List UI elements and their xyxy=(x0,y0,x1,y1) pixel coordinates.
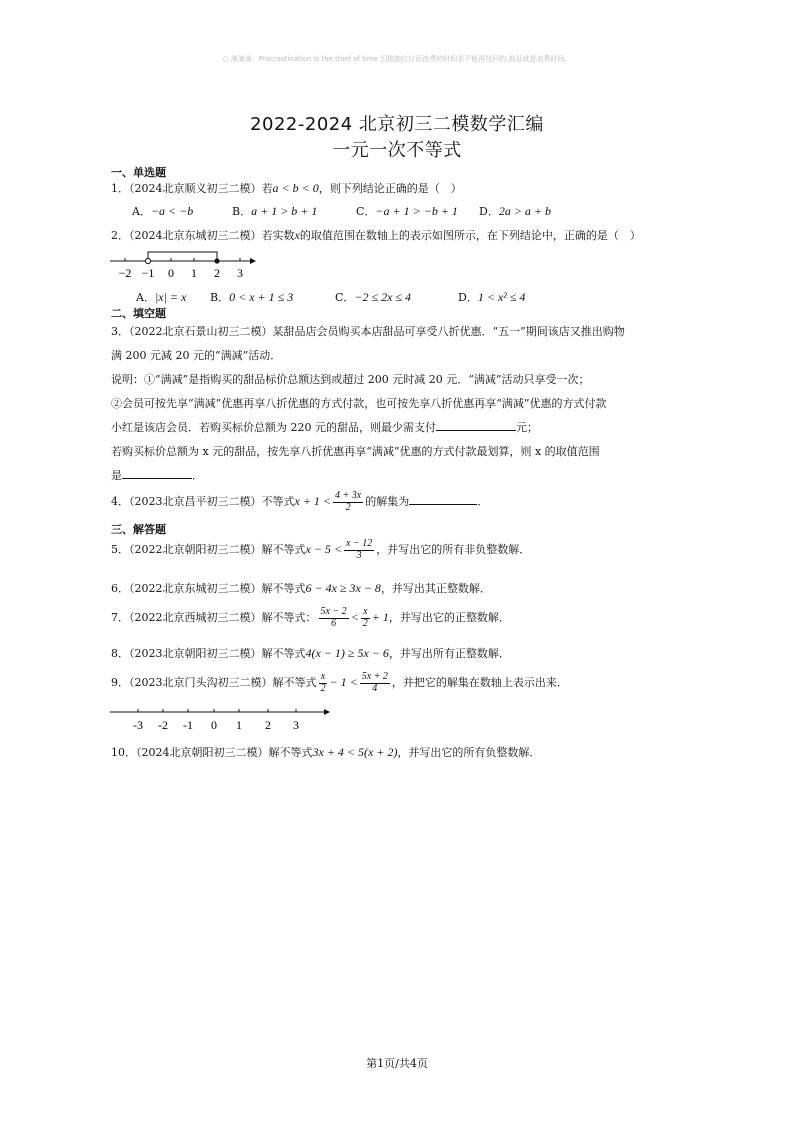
question-source: （2022北京西城初三二模） xyxy=(129,611,262,624)
question-3-line-4: ②会员可按先享“满减”优惠再享八折优惠的方式付款，也可按先享八折优惠再享“满减”优惠的方式付款 xyxy=(111,397,607,410)
arrow-head xyxy=(250,258,256,264)
question-source: （2024北京东城初三二模） xyxy=(129,229,262,242)
tick-label: -3 xyxy=(133,718,143,732)
option-b: B．a + 1 > b + 1 xyxy=(232,204,318,218)
question-1 xyxy=(111,180,462,196)
question-4: 4．（2023北京昌平初三二模）不等式x + 1 < $\frac{4 + 3x}{2}$ 的解集为 ． xyxy=(111,490,489,513)
answer-blank[interactable] xyxy=(409,494,477,505)
question-5: 5．（2022北京朝阳初三二模）解不等式x − 5 < $\frac{x - 12}{3}$ ，并写出它的所有非负整数解． xyxy=(111,538,531,561)
option-c: C．−a + 1 > −b + 1 xyxy=(356,204,458,218)
number-line-q9 xyxy=(108,704,332,734)
question-text: 的取值范围在数轴上的表示如图所示，在下列结论中，正确的是（ ） xyxy=(299,229,641,242)
question-source: （2023北京昌平初三二模） xyxy=(129,495,262,508)
tick-label: 3 xyxy=(293,718,299,732)
tick-label: 1 xyxy=(236,718,242,732)
question-2 xyxy=(111,227,641,243)
section-heading-fill-blank: 二、填空题 xyxy=(111,307,166,320)
tick-label: 0 xyxy=(168,266,174,280)
section-heading-single-choice: 一、单选题 xyxy=(111,166,166,179)
tick-label: -1 xyxy=(183,718,193,732)
tick-label: −2 xyxy=(118,266,132,280)
fraction: $\frac{4 + 3x}{2}$ xyxy=(335,490,362,513)
question-number: 1． xyxy=(111,182,129,195)
number-line-q2 xyxy=(108,246,258,280)
question-10: 10．（2024北京朝阳初三二模）解不等式3x + 4 < 5(x + 2)，并写出它的所有负整数解． xyxy=(111,745,541,759)
question-number: 2． xyxy=(111,229,129,242)
question-text: 若实数 xyxy=(261,229,295,242)
question-source: （2023北京门头沟初三二模） xyxy=(129,676,273,689)
question-3-line-2: 满 200 元减 20 元的“满减”活动． xyxy=(111,349,282,362)
option-c: C．−2 ≤ 2x ≤ 4 xyxy=(335,290,412,304)
question-text: ，则下列结论正确的是（ ） xyxy=(318,182,462,195)
question-8: 8．（2023北京朝阳初三二模）解不等式4(x − 1) ≥ 5x − 6，并写出所有正整数解． xyxy=(111,646,510,660)
question-source: （2022北京朝阳初三二模） xyxy=(129,543,262,556)
option-a: A．|x| = x xyxy=(136,290,187,304)
question-3-line-7: 是 ． xyxy=(111,469,203,482)
fraction: $\frac{x - 12}{3}$ xyxy=(346,538,373,561)
question-source: （2022北京石景山初三二模） xyxy=(129,325,273,338)
closed-endpoint xyxy=(214,258,219,263)
question-source: （2024北京朝阳初三二模） xyxy=(136,746,269,759)
question-text: 若 xyxy=(261,182,273,195)
fraction: $\frac{5x + 2}{4}$ xyxy=(361,671,388,694)
tick-label: 2 xyxy=(214,266,220,280)
question-6: 6．（2022北京东城初三二模）解不等式6 − 4x ≥ 3x − 8，并写出其正整数解． xyxy=(111,581,491,595)
watermark: ○ 滴滴滴：Procrastination is the thief of time 因拖拖拉拉而浪费的时间是不能再找回的.拖延就是浪费时间。 xyxy=(222,55,572,63)
question-3-line-5: 小红是该店会员．若购买标价总额为 220 元的甜品，则最少需支付 元； xyxy=(111,421,538,434)
question-source: （2023北京朝阳初三二模） xyxy=(129,647,262,660)
question-3 xyxy=(111,323,625,339)
title-line-1: 2022-2024 北京初三二模数学汇编 xyxy=(250,114,544,135)
tick-label: 3 xyxy=(237,266,243,280)
question-source: （2022北京东城初三二模） xyxy=(129,582,262,595)
answer-blank[interactable] xyxy=(122,468,192,479)
question-3-line-6: 若购买标价总额为 x 元的甜品，按先享八折优惠再享“满减”优惠的方式付款最划算，则 x 的取值范围 xyxy=(111,445,600,458)
tick-label: −1 xyxy=(141,266,155,280)
math-expression: a < b < 0 xyxy=(272,181,319,195)
tick-label: 2 xyxy=(265,718,271,732)
tick-label: -2 xyxy=(158,718,168,732)
range-bracket xyxy=(148,252,217,261)
fraction: $\frac{x}{2}$ xyxy=(362,606,368,629)
question-source: （2024北京顺义初三二模） xyxy=(129,182,262,195)
question-9: 9．（2023北京门头沟初三二模）解不等式 $\frac{x}{2}$ − 1 < $\frac{5x + 2}{4}$ ，并把它的解集在数轴上表示出来． xyxy=(111,671,568,694)
question-3-line-3: 说明：①“满减”是指购买的甜品标价总额达到或超过 200 元时减 20 元．“满减”活动只享受一次； xyxy=(111,373,590,386)
question-text: 某甜品店会员购买本店甜品可享受八折优惠．“五一”期间该店又推出购物 xyxy=(272,325,625,338)
math-variable: x xyxy=(294,228,300,242)
option-b: B．0 < x + 1 ≤ 3 xyxy=(210,290,294,304)
page-footer: 第1页/共4页 xyxy=(366,1057,428,1070)
section-heading-solutions: 三、解答题 xyxy=(111,523,166,536)
title-line-2: 一元一次不等式 xyxy=(332,140,462,161)
tick-label: 0 xyxy=(211,718,217,732)
option-a: A．−a < −b xyxy=(132,204,194,218)
fraction: $\frac{5x - 2}{6}$ xyxy=(320,606,347,629)
open-endpoint xyxy=(145,258,150,263)
option-d: D．2a > a + b xyxy=(479,204,552,218)
question-number: 3． xyxy=(111,325,129,338)
option-d: D．1 < x² ≤ 4 xyxy=(458,290,526,304)
answer-blank[interactable] xyxy=(436,420,516,431)
arrow-head xyxy=(324,709,330,715)
question-7: 7．（2022北京西城初三二模）解不等式： $\frac{5x - 2}{6}$ < $\frac{x}{2}$ + 1，并写出它的正整数解． xyxy=(111,606,510,629)
tick-label: 1 xyxy=(191,266,197,280)
fraction: $\frac{x}{2}$ xyxy=(320,671,326,694)
